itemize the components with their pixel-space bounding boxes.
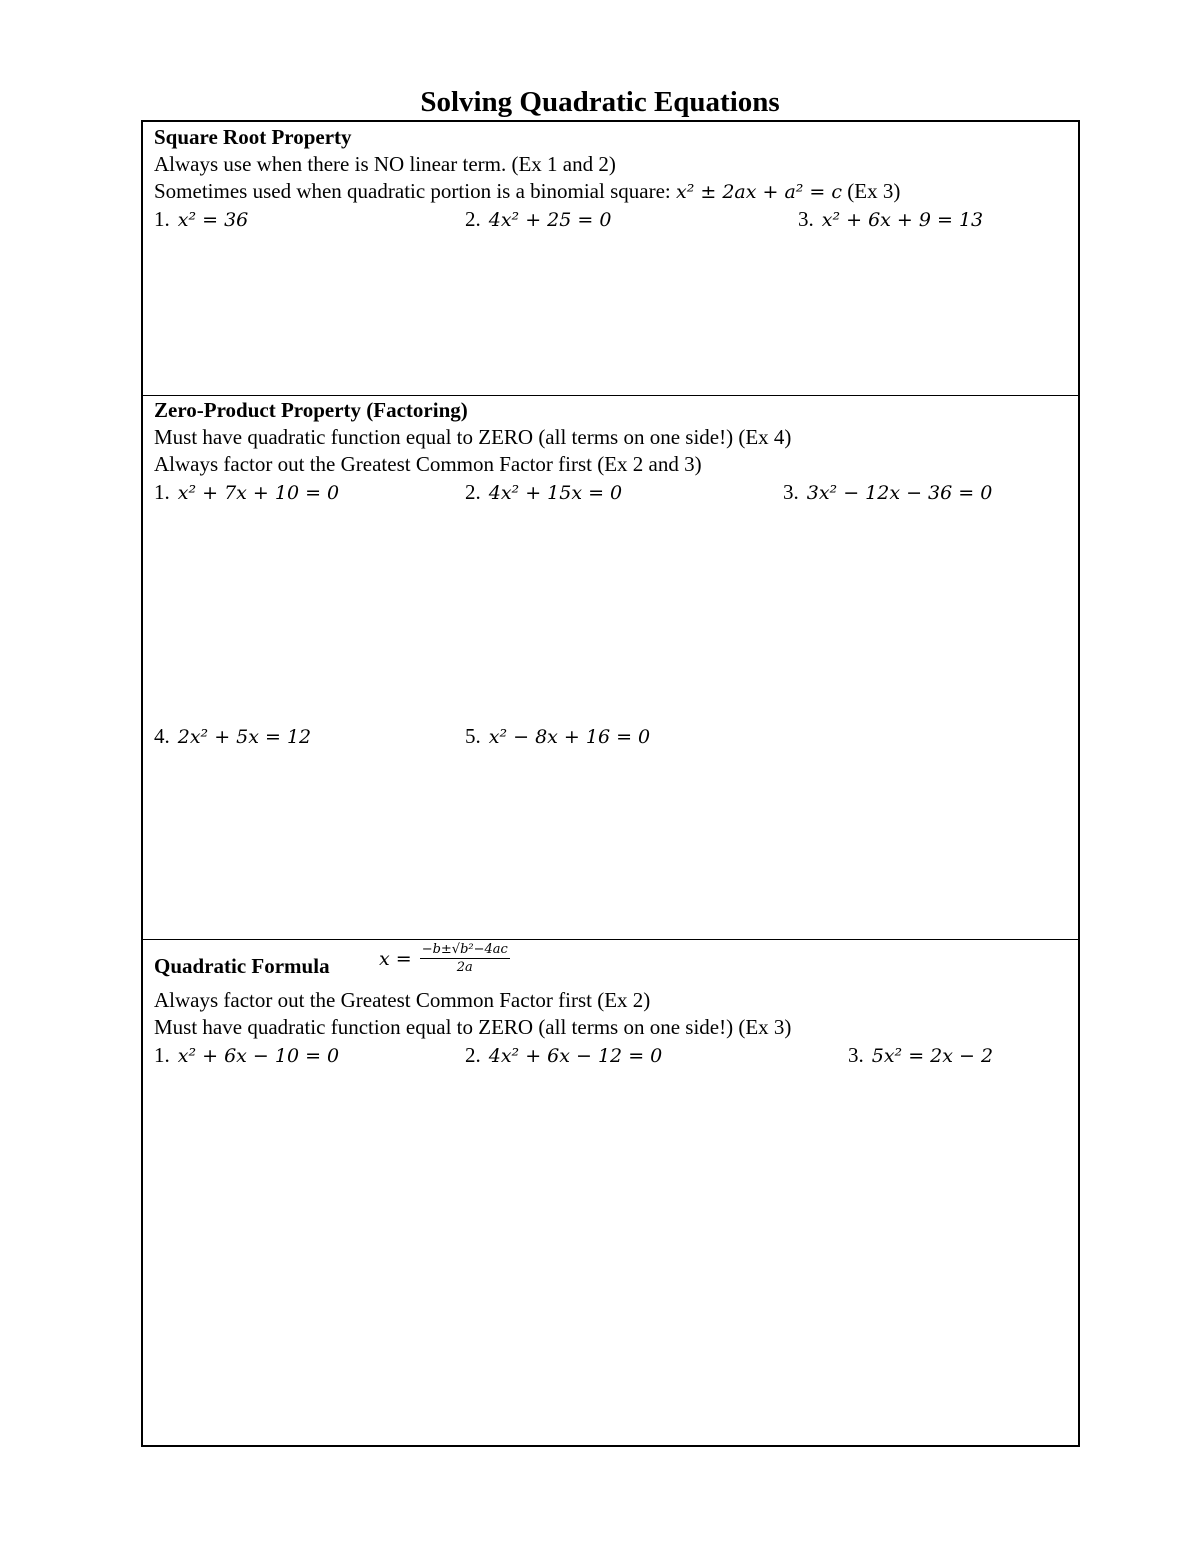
problem-item: [798, 206, 983, 233]
rule-text: Always factor out the Greatest Common Factor first (Ex 2): [154, 988, 651, 1012]
formula-denominator: 2a: [456, 960, 473, 975]
problem-item: [154, 1042, 339, 1069]
problem-item: [154, 479, 339, 506]
rule-text: Always factor out the Greatest Common Factor first (Ex 2 and 3): [154, 452, 702, 476]
section-heading: Square Root Property: [154, 125, 352, 149]
formula-lhs: x =: [379, 947, 412, 970]
worksheet-frame: [141, 120, 1080, 1447]
problem-number: 4.: [154, 724, 170, 748]
problem-item: [465, 723, 650, 750]
section-divider: [143, 395, 1078, 396]
problem-equation: 3x² − 12x − 36 = 0: [806, 482, 993, 504]
problem-equation: 4x² + 15x = 0: [488, 482, 623, 504]
quadratic-formula: [379, 942, 510, 975]
problem-equation: 4x² + 6x − 12 = 0: [488, 1045, 663, 1067]
section-divider: [143, 939, 1078, 940]
problem-number: 3.: [798, 207, 814, 231]
problem-number: 2.: [465, 1043, 481, 1067]
problem-number: 3.: [783, 480, 799, 504]
formula-fraction: [420, 942, 510, 975]
problem-number: 5.: [465, 724, 481, 748]
problem-item: [465, 479, 622, 506]
rule-text-part: Sometimes used when quadratic portion is a binomial square:: [154, 179, 676, 203]
problem-number: 2.: [465, 207, 481, 231]
rule-text: [154, 178, 900, 205]
problem-item: [465, 1042, 662, 1069]
problem-item: [783, 479, 992, 506]
problem-number: 3.: [848, 1043, 864, 1067]
problem-equation: x² = 36: [177, 209, 249, 231]
page-title: Solving Quadratic Equations: [420, 86, 780, 118]
rule-text: Must have quadratic function equal to ZERO (all terms on one side!) (Ex 3): [154, 1015, 792, 1039]
rule-text-part: (Ex 3): [842, 179, 901, 203]
formula-numerator: −b±√b²−4ac: [421, 942, 508, 957]
rule-text: Always use when there is NO linear term. (Ex 1 and 2): [154, 152, 616, 176]
problem-number: 1.: [154, 480, 170, 504]
problem-equation: x² + 7x + 10 = 0: [177, 482, 340, 504]
problem-number: 2.: [465, 480, 481, 504]
problem-item: [848, 1042, 993, 1069]
problem-equation: 5x² = 2x − 2: [871, 1045, 994, 1067]
section-heading: Quadratic Formula: [154, 954, 330, 978]
problem-item: [154, 206, 248, 233]
problem-number: 1.: [154, 207, 170, 231]
binomial-square-equation: x² ± 2ax + a² = c: [675, 181, 843, 203]
section-heading: Zero-Product Property (Factoring): [154, 398, 468, 422]
problem-number: 1.: [154, 1043, 170, 1067]
problem-equation: x² + 6x + 9 = 13: [821, 209, 984, 231]
problem-item: [154, 723, 311, 750]
problem-equation: 4x² + 25 = 0: [488, 209, 612, 231]
problem-equation: 2x² + 5x = 12: [177, 726, 312, 748]
rule-text: Must have quadratic function equal to ZERO (all terms on one side!) (Ex 4): [154, 425, 792, 449]
problem-equation: x² + 6x − 10 = 0: [177, 1045, 340, 1067]
problem-item: [465, 206, 611, 233]
problem-equation: x² − 8x + 16 = 0: [488, 726, 651, 748]
